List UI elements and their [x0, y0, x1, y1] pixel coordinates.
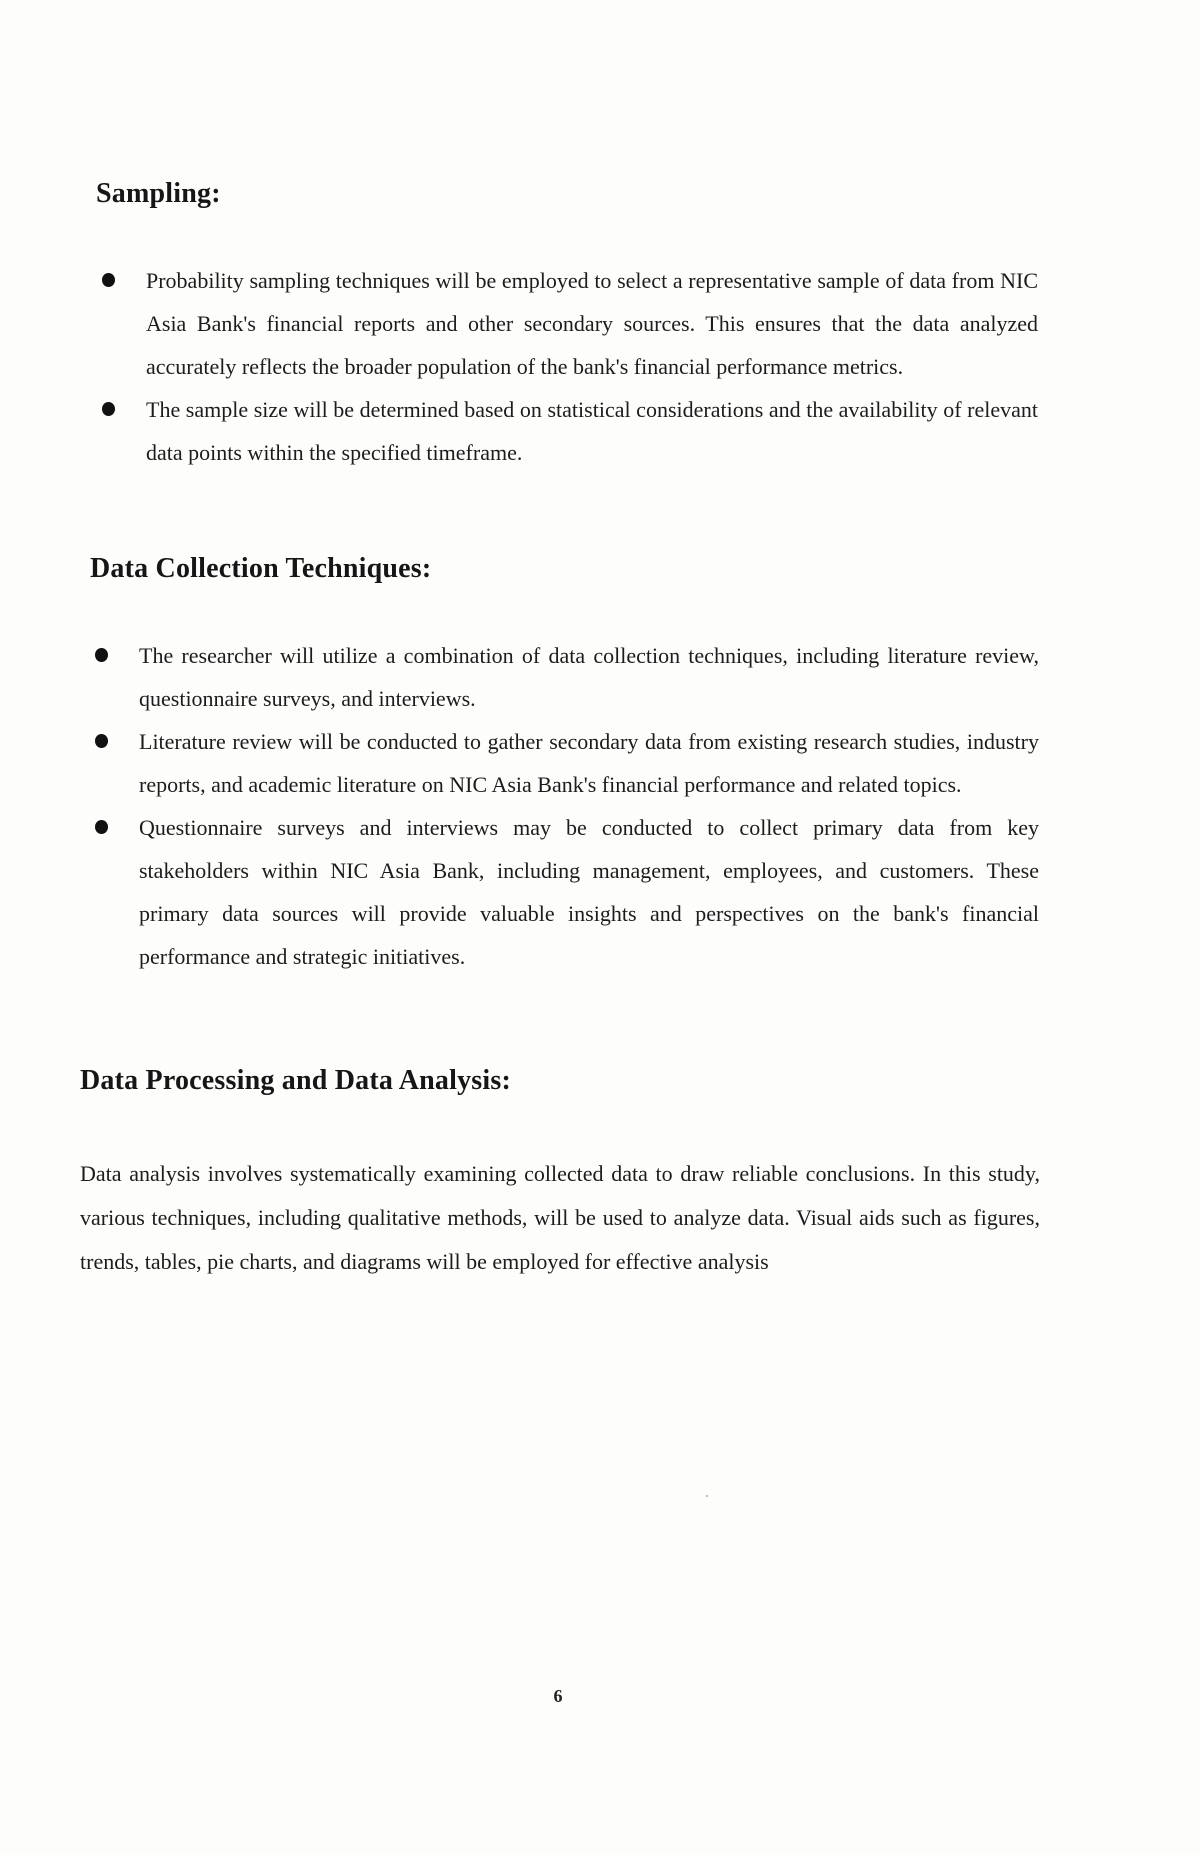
sampling-bullet-list — [98, 259, 1038, 474]
data-collection-heading: Data Collection Techniques: — [90, 553, 432, 584]
list-item — [98, 259, 1038, 388]
sampling-bullet-text: The sample size will be determined based on statistical considerations and the availability of relevant data points within the specified timeframe. — [146, 397, 1038, 465]
bullet-icon — [95, 820, 108, 834]
data-collection-bullet-text: Literature review will be conducted to gather secondary data from existing research studies, industry reports, and academic literature on NIC Asia Bank's financial performance and related topics. — [139, 729, 1039, 797]
page-number: 6 — [553, 1686, 563, 1706]
list-item — [91, 806, 1039, 978]
sampling-heading: Sampling: — [96, 178, 221, 209]
data-processing-paragraph: Data analysis involves systematically examining collected data to draw reliable conclusions. In this study, various techniques, including qualitative methods, will be used to analyze data. Visual aids such as figures, trends, tables, pie charts, and diagrams will be employed for effective analysis — [80, 1161, 1040, 1274]
data-collection-bullet-list — [91, 634, 1039, 978]
bullet-icon — [95, 734, 108, 748]
list-item — [98, 388, 1038, 474]
bullet-icon — [102, 273, 115, 287]
sampling-bullet-text: Probability sampling techniques will be employed to select a representative sample of data from NIC Asia Bank's financial reports and other secondary sources. This ensures that the data analyzed accurately reflects the broader population of the bank's financial performance metrics. — [146, 268, 1038, 379]
data-processing-heading: Data Processing and Data Analysis: — [80, 1065, 511, 1096]
list-item — [91, 634, 1039, 720]
bullet-icon — [102, 402, 115, 416]
scan-speck — [706, 1495, 708, 1497]
bullet-icon — [95, 648, 108, 662]
data-collection-bullet-text: Questionnaire surveys and interviews may be conducted to collect primary data from key stakeholders within NIC Asia Bank, including management, employees, and customers. These primary data sources will provide valuable insights and perspectives on the bank's financial performance and strategic initiatives. — [139, 815, 1039, 969]
list-item — [91, 720, 1039, 806]
data-collection-bullet-text: The researcher will utilize a combination of data collection techniques, including literature review, questionnaire surveys, and interviews. — [139, 643, 1039, 711]
